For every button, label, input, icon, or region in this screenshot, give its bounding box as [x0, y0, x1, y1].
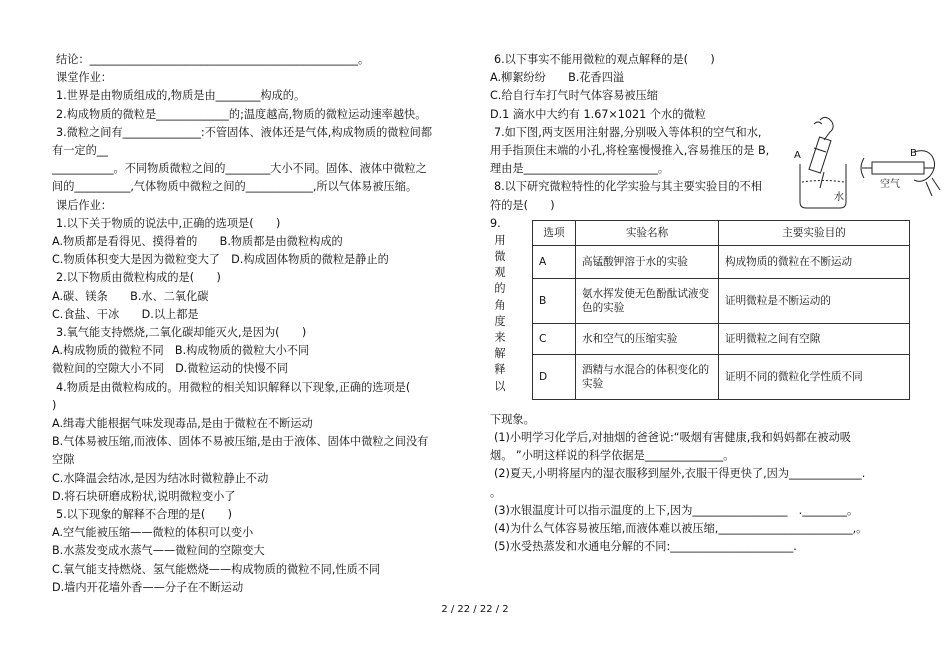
q9-sub5: (5)水受热蒸发和水通电分解的不同:______________________. — [494, 540, 797, 554]
q6-option-d: D.1 滴水中大约有 1.67×1021 个水的微粒 — [490, 107, 706, 121]
homework-q1-options-cd: C.物质体积变大是因为微粒变大了 D.构成固体物质的微粒是静止的 — [52, 253, 389, 267]
label-a: A — [794, 150, 801, 161]
q9-sub4: (4)为什么气体容易被压缩,而液体难以被压缩,________________________,。 — [494, 522, 868, 536]
q6-option-c: C.给自行车打气时气体容易被压缩 — [490, 89, 658, 103]
homework-q3: 3.氧气能支持燃烧,二氧化碳却能灭火,是因为( ) — [56, 326, 307, 340]
homework-q4: 4.物质是由微粒构成的。用微粒的相关知识解释以下现象,正确的选项是( — [56, 380, 411, 394]
homework-q3-options-ab: A.构成物质的微粒不同 B.构成物质的微粒大小不同 — [52, 344, 310, 358]
q9-sub1-line2: 烟。 ”小明这样说的科学依据是______________。 — [490, 449, 735, 463]
q6: 6.以下事实不能用微粒的观点解释的是( ) — [494, 53, 715, 66]
table-cell: C — [533, 323, 576, 354]
table-header-name: 实验名称 — [576, 220, 719, 245]
classwork-q3-line2: 有一定的__ — [52, 144, 108, 158]
classwork-heading: 课堂作业： — [56, 71, 112, 85]
table-row — [533, 354, 910, 399]
syringe-b-illustration — [861, 151, 940, 196]
homework-q5-option-b: B.水蒸发变成水蒸气——微粒间的空隙变大 — [52, 544, 265, 558]
classwork-q3-line4: 间的__________,气体物质中微粒之间的____________,所以气体易被压缩。 — [52, 180, 418, 194]
table-cell: 证明不同的微粒化学性质不同 — [719, 354, 910, 399]
q9-block — [490, 215, 906, 411]
homework-q4-option-b: B.气体易被压缩,而液体、固体不易被压缩,是由于液体、固体中微粒之间没有 — [52, 435, 429, 449]
left-column — [52, 51, 470, 597]
q9-vchar: 角 — [494, 298, 506, 312]
table-cell: D — [533, 354, 576, 399]
q9-vchar: 观 — [494, 266, 506, 280]
homework-q1-options-ab: A.物质都是看得见、摸得着的 B.物质都是由微粒构成的 — [52, 235, 343, 249]
homework-q4-paren: ) — [52, 398, 57, 412]
q9-vchar: 的 — [494, 282, 506, 296]
q9-sub1-line1: (1)小明学习化学后,对抽烟的爸爸说:“吸烟有害健康,我和妈妈都在被动吸 — [494, 431, 851, 445]
homework-q5: 5.以下现象的解释不合理的是( ) — [56, 508, 233, 522]
table-header-option: 选项 — [533, 220, 576, 245]
classwork-q3-line3: ___________。不同物质微粒之间的________大小不同。固体、液体中微粒之 — [52, 162, 427, 176]
conclusion-line: 结论：________________________________________________。 — [56, 53, 370, 66]
table-cell: 证明微粒是不断运动的 — [719, 278, 910, 323]
homework-q3-options-cd: 微粒间的空隙大小不同 D.微粒运动的快慢不同 — [52, 362, 288, 376]
homework-q5-option-c: C.氧气能支持燃烧、氢气能燃烧——构成物质的微粒不同,性质不同 — [52, 562, 381, 576]
q9-vchar: 微 — [494, 250, 506, 264]
table-header-row — [533, 220, 910, 245]
q9-vchar: 释 — [494, 363, 506, 377]
table-cell: 酒精与水混合的体积变化的实验 — [576, 354, 719, 399]
page-footer: 2 / 22 / 22 / 2 — [441, 604, 509, 615]
table-cell: A — [533, 245, 576, 278]
q9-vertical-text — [490, 233, 510, 395]
homework-q2-options-ab: A.碳、镁条 B.水、二氧化碳 — [52, 289, 209, 303]
q9-vchar: 度 — [494, 314, 506, 328]
label-water: 水 — [834, 192, 844, 203]
homework-q2: 2.以下物质由微粒构成的是( ) — [56, 271, 221, 285]
q9-vchar: 来 — [494, 330, 506, 344]
homework-q4-option-b-cont: 空隙 — [52, 453, 75, 467]
homework-q2-options-cd: C.食盐、干冰 D.以上都是 — [52, 307, 199, 321]
q9-sub2: (2)夏天,小明将屋内的湿衣服移到屋外,衣服干得更快了,因为_____________. — [494, 467, 866, 481]
table-cell: 水和空气的压缩实验 — [576, 323, 719, 354]
q6-options-ab: A.柳絮纷纷 B.花香四溢 — [490, 71, 625, 85]
label-b: B — [910, 148, 917, 159]
table-cell: 构成物质的微粒在不断运动 — [719, 245, 910, 278]
q9-tail: 下现象。 — [490, 412, 535, 426]
table-cell: 证明微粒之间有空隙 — [719, 323, 910, 354]
table-cell: 氨水挥发使无色酚酞试液变色的实验 — [576, 278, 719, 323]
q9-vchar: 解 — [494, 347, 506, 361]
homework-heading: 课后作业： — [56, 198, 112, 212]
table-row — [533, 245, 910, 278]
q7-line1: 7.如下图,两支医用注射器,分别吸入等体积的空气和水, — [494, 125, 762, 139]
homework-q5-option-a: A.空气能被压缩——微粒的体积可以变小 — [52, 526, 254, 540]
q8-line2: 符的是( ) — [490, 198, 555, 212]
q9-sub3: (3)水银温度计可以指示温度的上下,因为_________________ .________。 — [494, 503, 859, 517]
homework-q5-option-d: D.墙内开花墙外香——分子在不断运动 — [52, 580, 244, 594]
homework-q4-option-d: D.将石块研磨成粉状,说明微粒变小了 — [52, 489, 236, 503]
table-row — [533, 323, 910, 354]
table-cell: B — [533, 278, 576, 323]
syringe-figure — [792, 112, 950, 212]
q9-vchar: 以 — [494, 379, 506, 393]
classwork-q3-line1: 3.微粒之间有______________:不管固体、液体还是气体,构成物质的微粒间都 — [56, 125, 433, 139]
homework-q4-option-a: A.缉毒犬能根据气味发现毒品,是由于微粒在不断运动 — [52, 417, 313, 431]
q7-line2: 用手指顶住末端的小孔,将栓塞慢慢推入,容易推压的是 B, — [490, 144, 770, 158]
experiment-table — [532, 220, 910, 400]
q9-sub2-cont: 。 — [490, 485, 502, 499]
table-cell: 高锰酸钾溶于水的实验 — [576, 245, 719, 278]
classwork-q1: 1.世界是由物质组成的,物质是由________构成的。 — [56, 89, 306, 103]
homework-q4-option-c: C.水降温会结冰,是因为结冰时微粒静止不动 — [52, 471, 269, 485]
q7-line3: 理由是________________________。 — [490, 162, 670, 176]
table-header-purpose: 主要实验目的 — [719, 220, 910, 245]
q9-vchar: 用 — [494, 233, 506, 247]
label-air: 空气 — [880, 179, 900, 190]
q9-number: 9. — [490, 216, 501, 230]
homework-q1: 1.以下关于物质的说法中,正确的选项是( ) — [56, 216, 281, 230]
classwork-q2: 2.构成物质的微粒是_____________的;温度越高,物质的微粒运动速率越快。 — [56, 107, 427, 121]
table-row — [533, 278, 910, 323]
q8-line1: 8.以下研究微粒特性的化学实验与其主要实验目的不相 — [494, 180, 762, 194]
